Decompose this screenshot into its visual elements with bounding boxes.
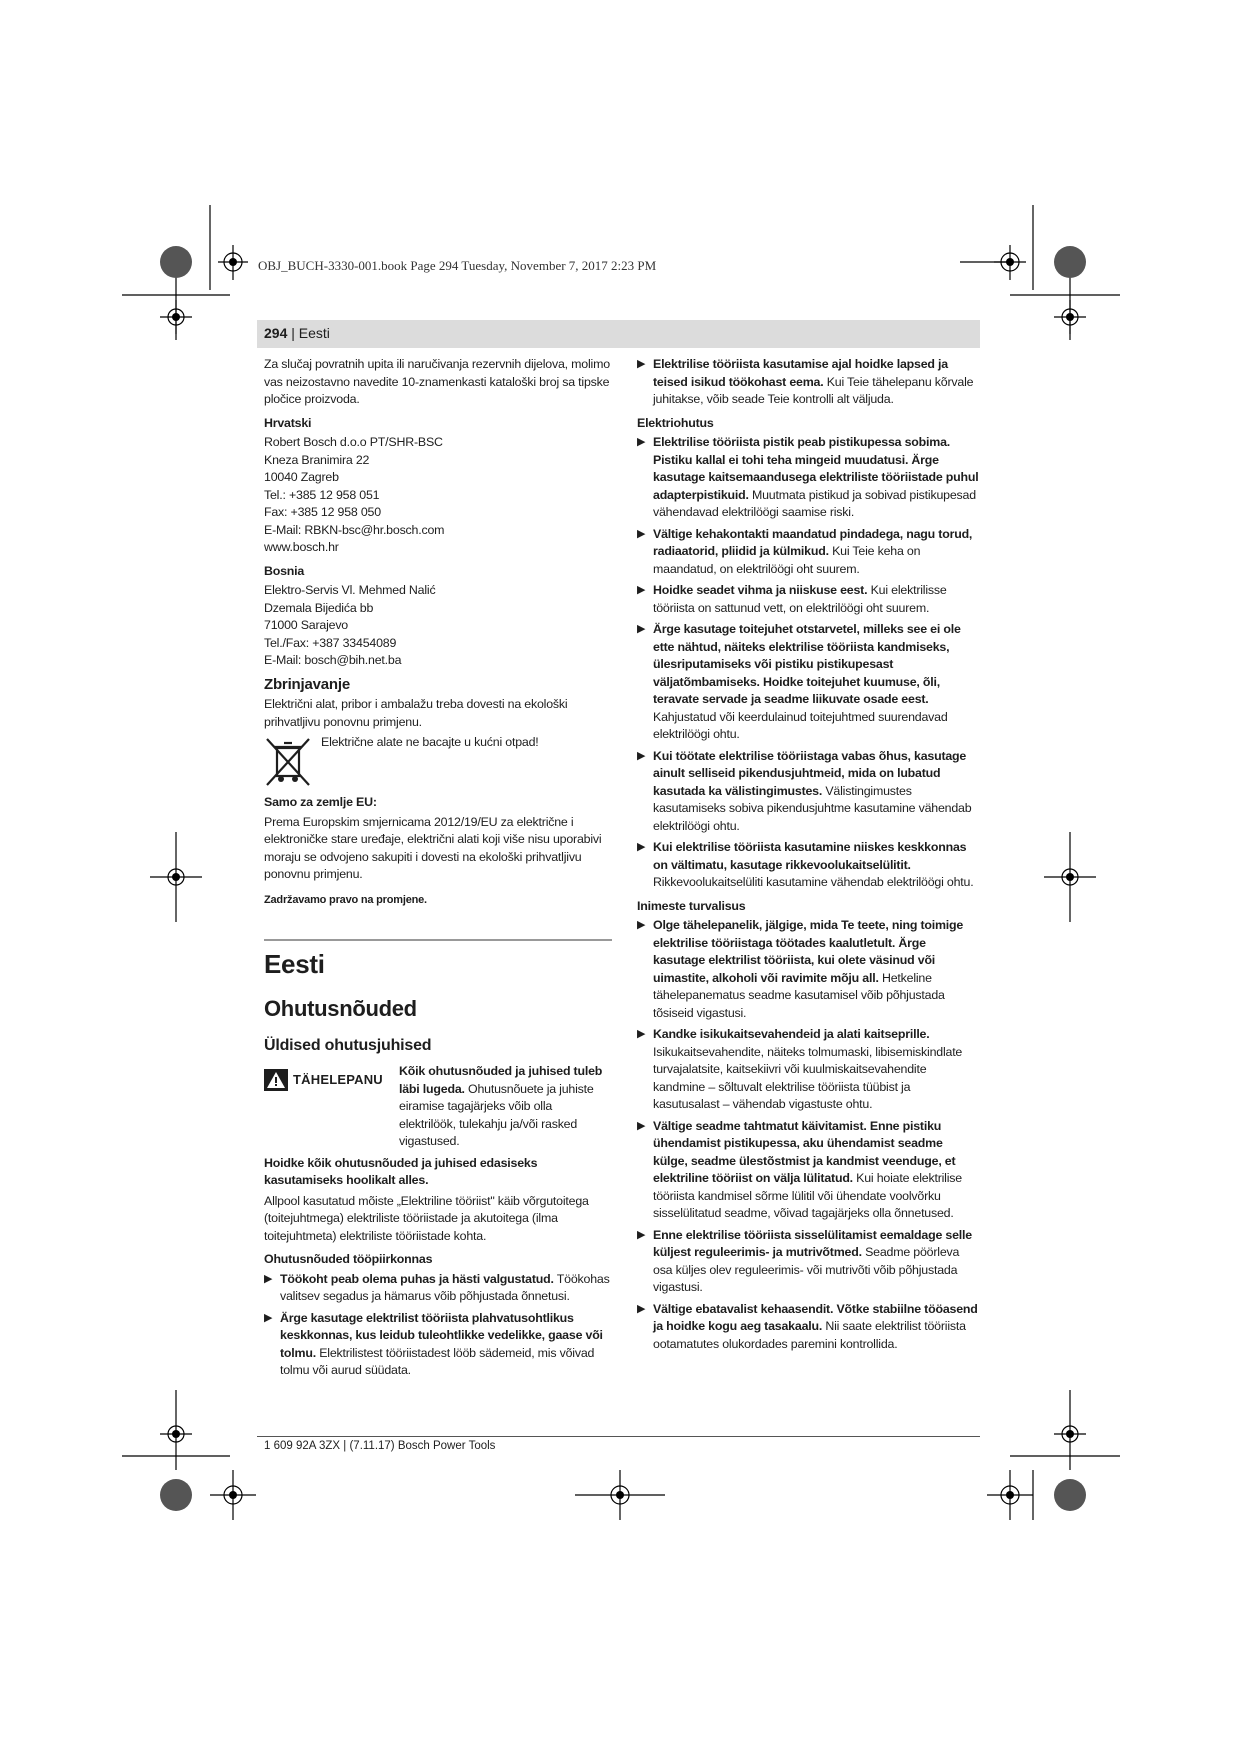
disposal-paragraph: Električni alat, pribor i ambalažu treba dovesti na ekološki prihvatljivu ponovnu primjenu. [264, 697, 568, 729]
list-item [264, 1310, 612, 1380]
bullet-arrow-icon: ▶ [637, 1228, 646, 1241]
list-item [637, 434, 980, 522]
header-separator: | [287, 325, 299, 341]
intro-paragraph: Za slučaj povratnih upita ili naručivanja rezervnih dijelova, molimo vas neizostavno navedite 10-znamenkasti kataloški broj sa tipske pločice proizvoda. [264, 357, 610, 406]
bullet-arrow-icon: ▶ [637, 436, 646, 448]
section-divider [264, 939, 612, 941]
item-text: Hetkeline tähelepanematus seadme kasutamisel võib põhjustada tõsiseid vigastusi. [653, 970, 945, 1020]
bullet-arrow-icon: ▶ [637, 919, 646, 931]
item-text: Töökohas valitsev segadus ja hämarus võib põhjustada õnnetusi. [280, 1271, 610, 1303]
item-bold: Elektrilise tööriista kasutamise ajal hoidke lapsed ja teised isikud töökohast eema. [653, 357, 948, 389]
crossed-bin-icon [264, 736, 312, 788]
list-item [637, 839, 980, 892]
left-column [264, 356, 612, 1384]
rights-note: Zadržavamo pravo na promjene. [264, 893, 427, 906]
address-line: Robert Bosch d.o.o PT/SHR-BSC [264, 435, 443, 449]
address-line: Fax: +385 12 958 050 [264, 505, 381, 519]
item-text: Rikkevoolukaitselüliti kasutamine vähendab elektrilöögi ohtu. [653, 875, 974, 889]
item-text: Elektrilistest tööriistadest lööb sädemeid, mis võivad tolmu või aurud süüdata. [280, 1345, 595, 1377]
address-line: Tel./Fax: +387 33454089 [264, 635, 397, 650]
item-bold: Kui töötate elektrilise tööriistaga vabas õhus, kasutage ainult selliseid pikendusjuhtmeid, mida on lubatud kasutada ka välistingimustes. [653, 748, 967, 798]
item-text: Välistingimustes kasutamiseks sobiva pikendusjuhtme kasutamine vähendab elektrilöögi ohtu. [653, 783, 972, 833]
warning-triangle-icon [264, 1069, 288, 1091]
eu-paragraph: Prema Europskim smjernicama 2012/19/EU za električne i elektroničke stare uređaje, električni alati koji više nisu uporabivi moraju se odvojeno sakupiti i dovesti na ekološki prihvatljivu ponovnu primjenu. [264, 814, 602, 881]
address-line: Tel.: +385 12 958 051 [264, 487, 380, 502]
heading-hrvatski: Hrvatski [264, 415, 312, 430]
bullet-arrow-icon: ▶ [264, 1311, 273, 1324]
weee-text: Električne alate ne bacajte u kućni otpad! [321, 735, 539, 749]
address-line: 10040 Zagreb [264, 470, 339, 484]
list-item [637, 526, 980, 579]
page-number: 294 [264, 325, 288, 341]
list-item [637, 356, 980, 409]
keep-instructions: Hoidke kõik ohutusnõuded ja juhised edasiseks kasutamiseks hoolikalt alles. [264, 1155, 538, 1187]
bullet-arrow-icon: ▶ [264, 1272, 273, 1285]
list-item [637, 582, 980, 617]
list-item [637, 917, 980, 1022]
address-line: E-Mail: bosch@bih.net.ba [264, 653, 402, 667]
address-bosnia [264, 582, 612, 670]
warning-badge [264, 1069, 383, 1091]
heading-eesti: Eesti [264, 949, 325, 979]
list-item [264, 1271, 612, 1306]
weee-notice [264, 734, 612, 788]
footer: 1 609 92A 3ZX | (7.11.17) Bosch Power Tools [264, 1440, 496, 1452]
bullet-arrow-icon: ▶ [637, 584, 646, 596]
item-text: Nii saate elektrilist tööriista ootamatutes olukordades paremini kontrollida. [653, 1319, 966, 1351]
warning-text: Ohutusnõuete ja juhiste eiramise tagajärjeks võib olla elektrilöök, tulekahju ja/või rasked vigastused. [399, 1081, 594, 1148]
address-line: Kneza Branimira 22 [264, 452, 370, 467]
list-item [637, 1118, 980, 1223]
list-item [637, 1227, 980, 1297]
item-text: Muutmata pistikud ja sobivad pistikupesad vähendavad elektrilöögi saamise riski. [653, 487, 976, 519]
warning-label: TÄHELEPANU [293, 1072, 383, 1088]
address-line: www.bosch.hr [264, 540, 339, 554]
bullet-arrow-icon: ▶ [637, 1302, 646, 1315]
heading-ohutusnouded: Ohutusnõuded [264, 996, 417, 1021]
heading-bosnia: Bosnia [264, 563, 305, 578]
heading-workplace: Ohutusnõuded tööpiirkonnas [264, 1252, 433, 1266]
item-text: Kui Teie tähelepanu kõrvale juhitakse, võib seade Teie kontrolli alt väljuda. [653, 374, 974, 406]
heading-inimeste-turvalisus: Inimeste turvalisus [637, 898, 746, 913]
item-bold: Vältige seadme tahtmatut käivitamist. Enne pistiku ühendamist pistikupessa, aku ühendamist seadme külge, seadme ülestõstmist ja kandmist veenduge, et elektriline tööriist on välja lülitatud. [653, 1118, 956, 1185]
item-bold: Elektrilise tööriista pistik peab pistikupessa sobima. Pistiku kallal ei tohi teha mingeid muudatusi. Ärge kasutage kaitsemaandusega elektriliste tööriistade puhul adapterpistikuid. [653, 435, 979, 502]
item-text: Kui elektrilisse tööriista on sattunud vett, on elektrilöögi oht suurem. [653, 583, 947, 615]
bullet-arrow-icon: ▶ [637, 841, 646, 853]
bullet-arrow-icon: ▶ [637, 358, 646, 370]
item-text: Kui Teie keha on maandatud, on elektrilöögi oht suurem. [653, 544, 921, 576]
address-hrvatski [264, 434, 612, 557]
item-text: Kui hoiate elektrilise tööriista kandmisel sõrme lülitil või ühendate voolvõrku sisselülitatud seadme, võivad tagajärjeks olla õnnetused. [653, 1171, 962, 1220]
item-text: Seadme pöörleva osa küljes olev reguleerimis- või mutrivõti võib põhjustada vigastusi. [653, 1245, 960, 1294]
list-item [637, 1301, 980, 1354]
heading-uldised-ohutusjuhised: Üldised ohutusjuhised [264, 1037, 432, 1054]
item-bold: Ärge kasutage toitejuhet otstarvetel, milleks see ei ole ette nähtud, näiteks elektrilise tööriista kandmiseks, ülesriputamiseks või pistiku pistikupesast väljatõmbamiseks. Hoidke toitejuhet kuumuse, õli, teravate servade ja seadme liikuvate osade eest. [653, 622, 961, 706]
item-bold: Enne elektrilise tööriista sisselülitamist eemaldage selle küljest reguleerimis- ja mutrivõtmed. [653, 1227, 972, 1259]
item-bold: Ärge kasutage elektrilist tööriista plahvatusohtlikus keskkonnas, kus leidub tuleohtlikke vedelikke, gaase või tolmu. [280, 1310, 603, 1360]
heading-zbrinjavanje: Zbrinjavanje [264, 675, 350, 693]
address-line: Dzemala Bijedića bb [264, 600, 374, 615]
address-line: Elektro-Servis Vl. Mehmed Nalić [264, 583, 436, 597]
item-bold: Hoidke seadet vihma ja niiskuse eest. [653, 583, 868, 597]
list-item [637, 621, 980, 744]
heading-elektriohutus: Elektriohutus [637, 415, 714, 430]
item-bold: Kui elektrilise tööriista kasutamine niiskes keskkonnas on vältimatu, kasutage rikkevoolukaitselülitit. [653, 840, 967, 872]
item-bold: Töökoht peab olema puhas ja hästi valgustatud. [280, 1271, 554, 1286]
footer-rule [257, 1436, 980, 1437]
warning-block [264, 1063, 612, 1151]
warning-bold: Kõik ohutusnõuded ja juhised tuleb läbi lugeda. [399, 1064, 603, 1096]
item-bold: Vältige kehakontakti maandatud pindadega, nagu torud, radiaatorid, pliidid ja külmikud. [653, 526, 973, 558]
running-header [264, 325, 330, 341]
bullet-arrow-icon: ▶ [637, 749, 646, 762]
bullet-arrow-icon: ▶ [637, 1119, 646, 1132]
bullet-arrow-icon: ▶ [637, 1028, 646, 1040]
item-bold: Vältige ebatavalist kehaasendit. Võtke stabiilne tööasend ja hoidke kogu aeg tasakaalu. [653, 1301, 978, 1333]
bullet-arrow-icon: ▶ [637, 623, 646, 635]
definition-paragraph: Allpool kasutatud mõiste „Elektriline tööriist" käib võrgutoitega (toitejuhtmega) elektriliste tööriistade ja akutoitega (ilma toitejuhtmeta) elektriliste tööriistade kohta. [264, 1193, 589, 1243]
list-item [637, 748, 980, 836]
item-bold: Olge tähelepanelik, jälgige, mida Te teete, ning toimige elektrilise tööriistaga töötades kaalutletult. Ärge kasutage elektrilist tööriista, kui olete väsinud või uimastite, alkoholi või ravimite mõju all. [653, 918, 964, 985]
address-line: E-Mail: RBKN-bsc@hr.bosch.com [264, 522, 445, 537]
heading-eu: Samo za zemlje EU: [264, 795, 377, 809]
item-text: Isikukaitsevahendite, näiteks tolmumaski, libisemiskindlate turvajalatsite, kaitsekiivri või kuulmiskaitsevahendite kandmine – sõltuvalt elektrilise tööriista tüübist ja kasutusalast – vähendab vigastuste ohtu. [653, 1044, 963, 1111]
item-text: Kahjustatud või keerdulainud toitejuhtmed suurendavad elektrilöögi ohtu. [653, 709, 948, 741]
address-line: 71000 Sarajevo [264, 618, 349, 632]
file-info: OBJ_BUCH-3330-001.book Page 294 Tuesday, November 7, 2017 2:23 PM [258, 258, 657, 273]
list-item [637, 1026, 980, 1114]
bullet-arrow-icon: ▶ [637, 527, 646, 540]
header-section: Eesti [298, 325, 330, 341]
item-bold: Kandke isikukaitsevahendeid ja alati kaitseprille. [653, 1027, 930, 1041]
header-bar [257, 320, 980, 348]
right-column [637, 356, 980, 1357]
